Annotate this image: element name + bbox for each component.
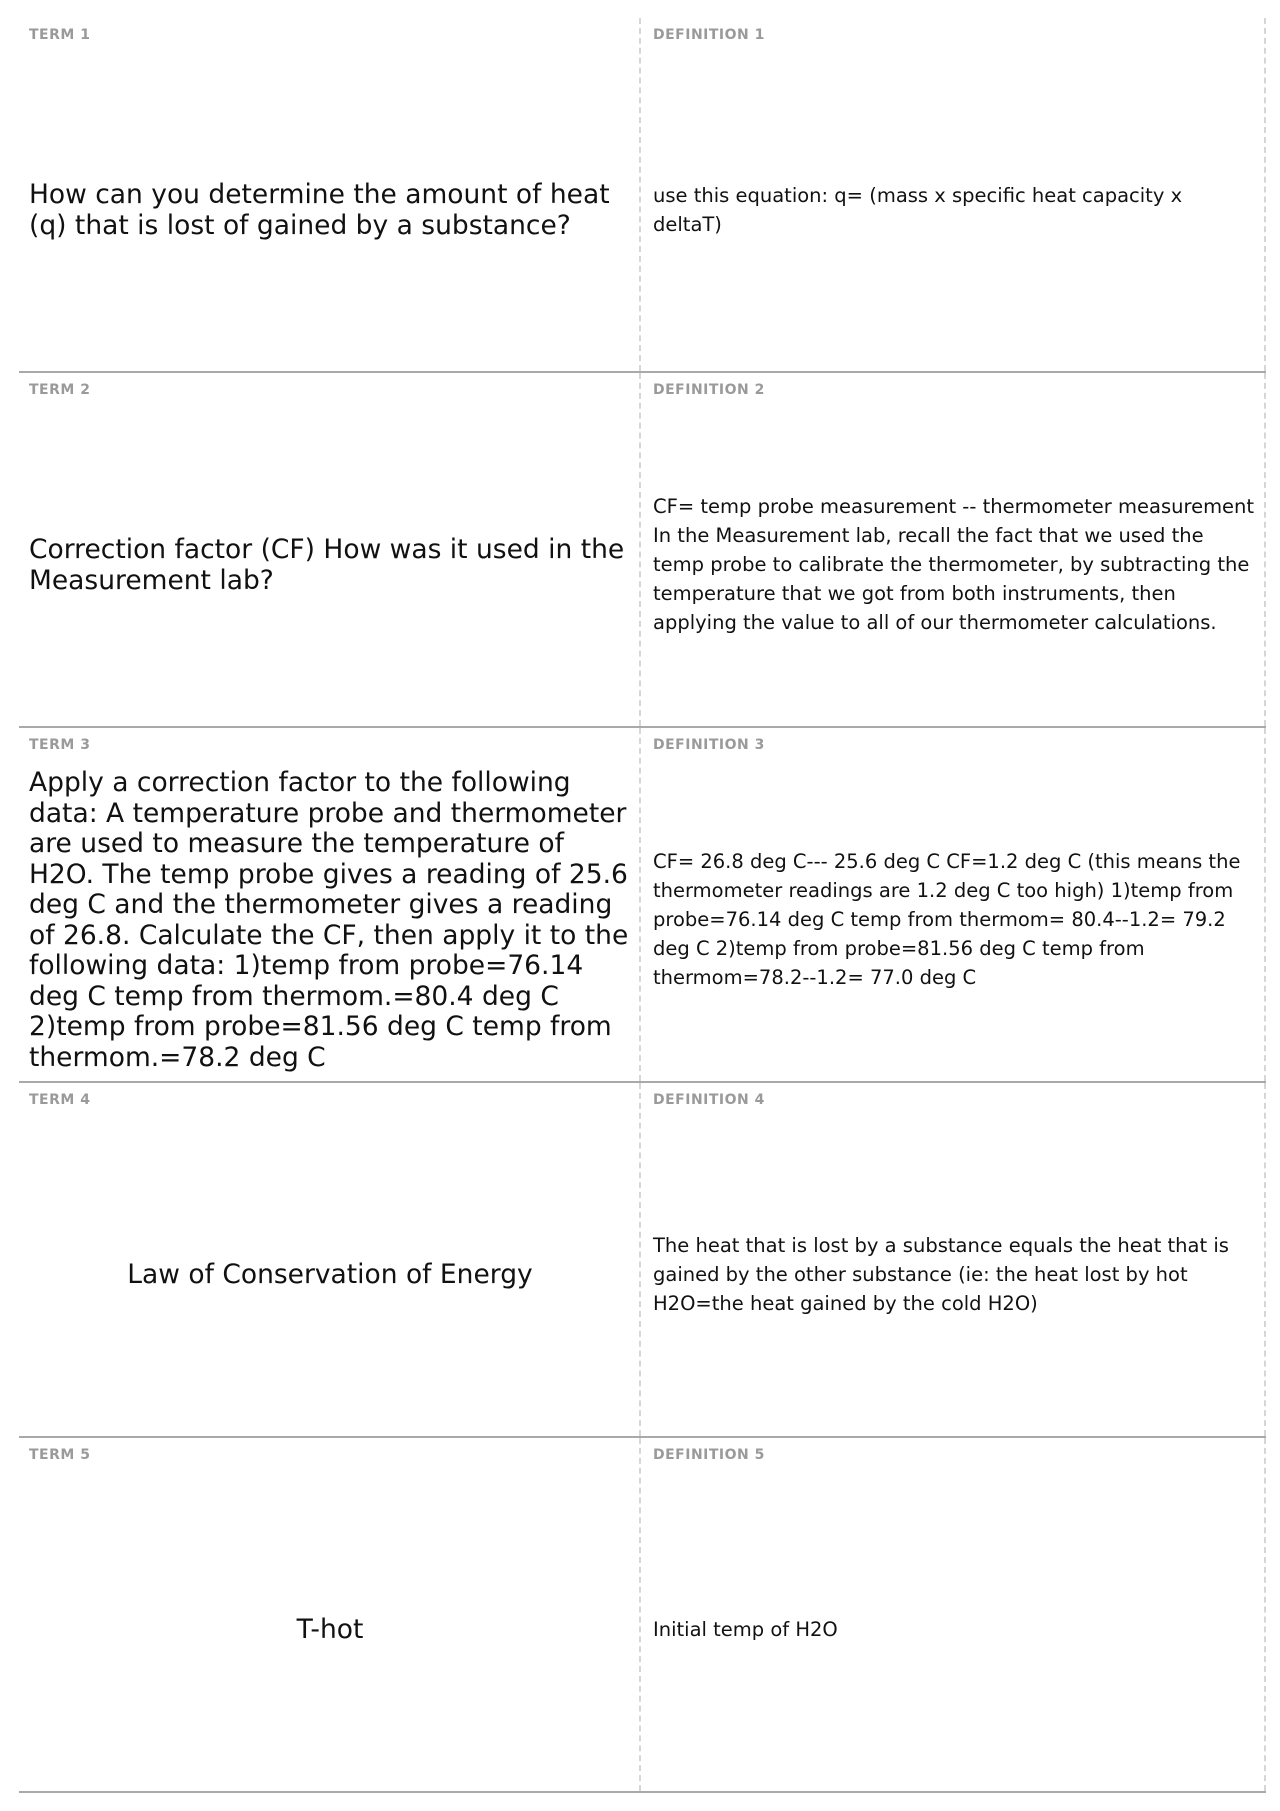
definition-label: DEFINITION 1 [653,27,765,43]
definition-text: CF= 26.8 deg C--- 25.6 deg C CF=1.2 deg C (this means the thermometer readings are 1.2 deg C too high) 1)temp from probe=76.14 deg C temp from thermom= 80.4--1.2= 79.2 deg C 2)temp from probe=81.56 deg C temp from thermom=78.2--1.2= 77.0 deg C [653,850,1241,989]
definition-content [653,1119,1256,1430]
term-text: Apply a correction factor to the following data: A temperature probe and thermometer are used to measure the temperature of H2O. The temp probe gives a reading of 25.6 deg C and the thermometer gives a reading of 26.8. Calculate the CF, then apply it to the following data: 1)temp from probe=76.14 deg C temp from thermom.=80.4 deg C 2)temp from probe=81.56 deg C temp from thermom.=78.2 deg C [29,767,629,1073]
definition-cell-1 [641,18,1266,371]
term-label: TERM 2 [29,382,91,398]
term-label: TERM 3 [29,737,91,753]
term-cell-4 [19,1083,641,1436]
definition-text: Initial temp of H2O [653,1618,838,1641]
term-cell-5 [19,1438,641,1791]
term-content [29,762,631,1079]
term-label: TERM 1 [29,27,91,43]
definition-cell-3 [641,728,1266,1081]
term-label: TERM 4 [29,1092,91,1108]
term-label: TERM 5 [29,1447,91,1463]
term-text: Law of Conservation of Energy [127,1259,533,1290]
term-text: How can you determine the amount of heat (q) that is lost of gained by a substance? [29,178,610,241]
definition-text: CF= temp probe measurement -- thermometer measurement In the Measurement lab, recall the fact that we used the temp probe to calibrate the thermometer, by subtracting the temperature that we got from both instruments, then applying the value to all of our thermometer calculations. [653,495,1255,634]
flashcard-row-3 [19,728,1266,1083]
flashcard-row-2 [19,373,1266,728]
term-text: T-hot [296,1614,364,1645]
term-content [29,1119,631,1430]
definition-text: The heat that is lost by a substance equals the heat that is gained by the other substance (ie: the heat lost by hot H2O=the heat gained by the cold H2O) [653,1234,1229,1315]
definition-cell-2 [641,373,1266,726]
definition-label: DEFINITION 5 [653,1447,765,1463]
definition-cell-4 [641,1083,1266,1436]
definition-label: DEFINITION 3 [653,737,765,753]
term-cell-2 [19,373,641,726]
term-content [29,409,631,720]
flashcard-row-4 [19,1083,1266,1438]
term-text: Correction factor (CF) How was it used in the Measurement lab? [29,533,625,596]
flashcard-row-1 [19,18,1266,373]
term-content [29,1474,631,1785]
term-content [29,54,631,365]
definition-content [653,1474,1256,1785]
term-cell-1 [19,18,641,371]
definition-label: DEFINITION 4 [653,1092,765,1108]
definition-cell-5 [641,1438,1266,1791]
definition-content [653,764,1256,1075]
flashcard-row-5 [19,1438,1266,1793]
flashcard-sheet [19,18,1266,1793]
term-cell-3 [19,728,641,1081]
definition-label: DEFINITION 2 [653,382,765,398]
definition-content [653,54,1256,365]
definition-text: use this equation: q= (mass x specific heat capacity x deltaT) [653,183,1183,236]
definition-content [653,409,1256,720]
